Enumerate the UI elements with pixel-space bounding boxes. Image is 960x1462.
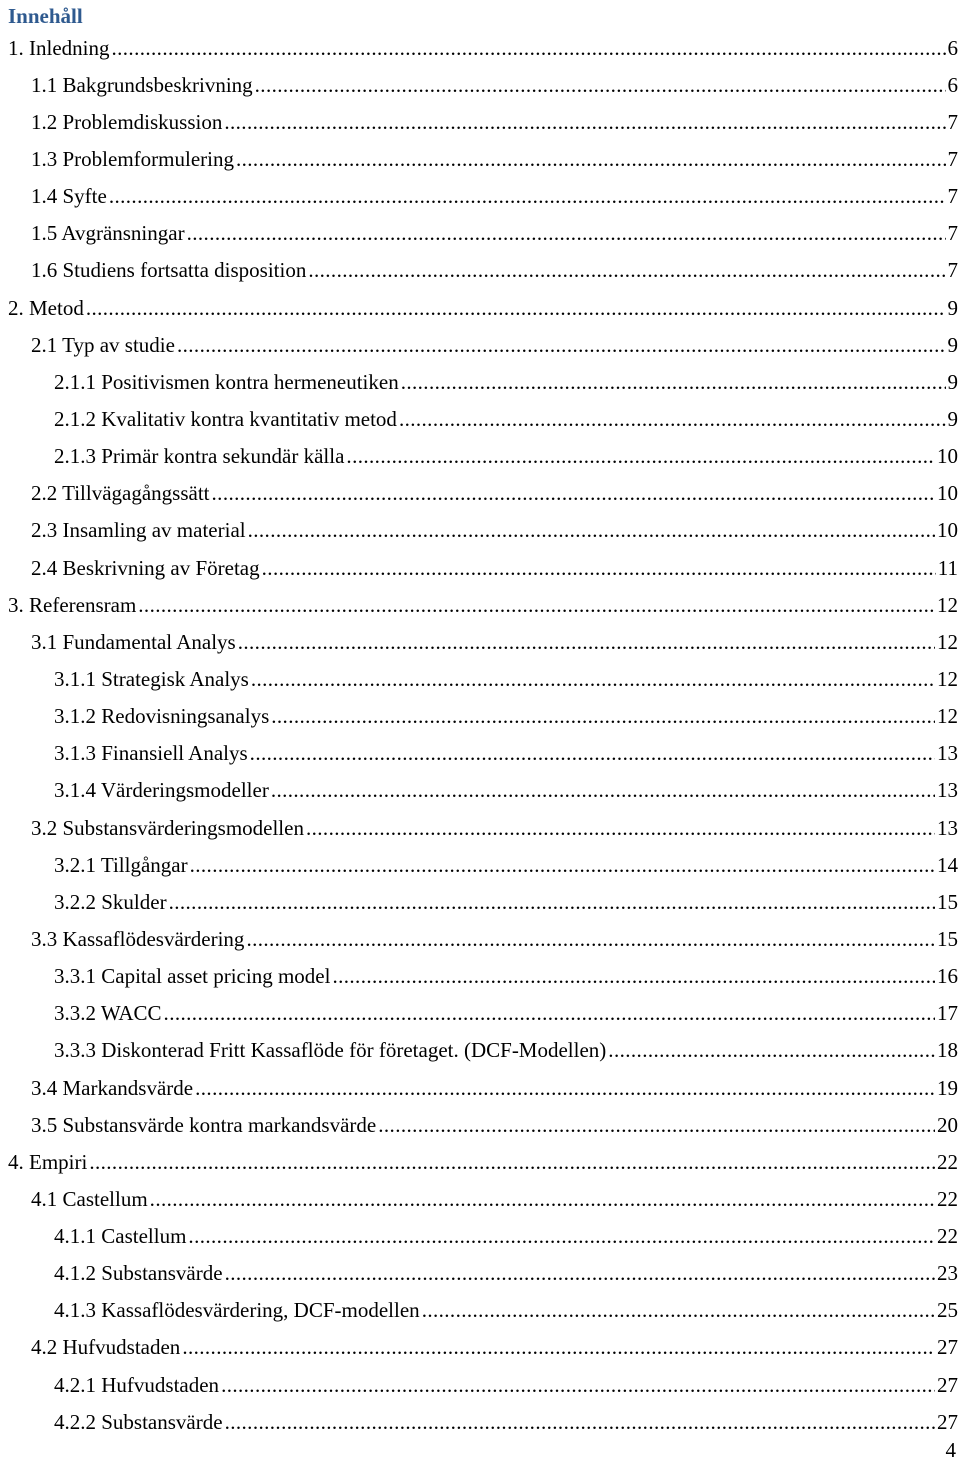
- toc-entry[interactable]: [0, 995, 958, 1032]
- dot-leader: [246, 926, 935, 952]
- toc-entry-title: 2.1.2 Kvalitativ kontra kvantitativ metod: [54, 406, 397, 431]
- toc-entry-title: 4.2.1 Hufvudstaden: [54, 1372, 220, 1397]
- toc-entry-title: 2.4 Beskrivning av Företag: [31, 555, 260, 580]
- dot-leader: [138, 592, 935, 618]
- toc-entry-page: 13: [937, 815, 958, 840]
- dot-leader: [248, 517, 935, 543]
- toc-entry[interactable]: [0, 1403, 958, 1440]
- toc-entry[interactable]: [0, 66, 958, 103]
- toc-entry-title: 1.5 Avgränsningar: [31, 221, 185, 246]
- toc-entry-page: 12: [937, 629, 958, 654]
- dot-leader: [190, 852, 935, 878]
- toc-entry-title: 4. Empiri: [8, 1149, 88, 1174]
- toc-entry[interactable]: [0, 549, 958, 586]
- toc-entry[interactable]: [0, 178, 958, 215]
- toc-entry-page: 13: [937, 741, 958, 766]
- toc-entry[interactable]: [0, 140, 958, 177]
- toc-entry-page: 25: [937, 1298, 958, 1323]
- dot-leader: [177, 332, 946, 358]
- toc-entry-page: 6: [947, 35, 958, 60]
- dot-leader: [169, 889, 935, 915]
- toc-entry-title: 3.3.1 Capital asset pricing model: [54, 964, 331, 989]
- dot-leader: [238, 629, 935, 655]
- toc-entry[interactable]: [0, 920, 958, 957]
- dot-leader: [109, 183, 946, 209]
- dot-leader: [308, 257, 945, 283]
- dot-leader: [608, 1037, 935, 1063]
- toc-entry[interactable]: [0, 660, 958, 697]
- toc-entry-page: 15: [937, 889, 958, 914]
- toc-entry-title: 4.2 Hufvudstaden: [31, 1335, 181, 1360]
- toc-entry-title: 4.1.2 Substansvärde: [54, 1261, 223, 1286]
- toc-entry[interactable]: [0, 958, 958, 995]
- toc-entry-title: 3.3.3 Diskonterad Fritt Kassaflöde för företaget. (DCF-Modellen): [54, 1038, 607, 1063]
- toc-entry[interactable]: [0, 846, 958, 883]
- toc-entry-page: 10: [937, 481, 958, 506]
- toc-entry-page: 9: [947, 295, 958, 320]
- toc-entry-title: 3.1.1 Strategisk Analys: [54, 666, 249, 691]
- toc-entry[interactable]: [0, 1292, 958, 1329]
- toc-entry[interactable]: [0, 1218, 958, 1255]
- toc-entry[interactable]: [0, 438, 958, 475]
- dot-leader: [306, 815, 935, 841]
- toc-entry-title: 1.2 Problemdiskussion: [31, 109, 223, 134]
- toc-entry-page: 7: [947, 184, 958, 209]
- toc-entry[interactable]: [0, 809, 958, 846]
- dot-leader: [164, 1000, 935, 1026]
- toc-entry-page: 22: [937, 1224, 958, 1249]
- dot-leader: [251, 666, 935, 692]
- toc-entry-title: 3.1.2 Redovisningsanalys: [54, 704, 270, 729]
- toc-entry-title: 4.1.1 Castellum: [54, 1224, 187, 1249]
- toc-entry-page: 13: [937, 778, 958, 803]
- toc-entry[interactable]: [0, 1180, 958, 1217]
- toc-entry[interactable]: [0, 883, 958, 920]
- toc-entry-page: 20: [937, 1112, 958, 1137]
- toc-entry[interactable]: [0, 29, 958, 66]
- dot-leader: [422, 1297, 935, 1323]
- dot-leader: [221, 1372, 935, 1398]
- toc-entry-page: 27: [937, 1372, 958, 1397]
- toc-entry[interactable]: [0, 215, 958, 252]
- toc-entry-page: 22: [937, 1149, 958, 1174]
- toc-entry-title: 4.1.3 Kassaflödesvärdering, DCF-modellen: [54, 1298, 420, 1323]
- toc-heading: Innehåll: [8, 4, 83, 28]
- toc-entry-page: 10: [937, 444, 958, 469]
- toc-entry-title: 4.1 Castellum: [31, 1186, 148, 1211]
- dot-leader: [187, 220, 946, 246]
- dot-leader: [212, 480, 935, 506]
- dot-leader: [262, 555, 936, 581]
- toc-entry-title: 1. Inledning: [8, 35, 110, 60]
- toc-entry[interactable]: [0, 1069, 958, 1106]
- toc-entry[interactable]: [0, 1143, 958, 1180]
- dot-leader: [188, 1223, 935, 1249]
- toc-entry-page: 9: [947, 406, 958, 431]
- toc-entry-title: 1.1 Bakgrundsbeskrivning: [31, 72, 253, 97]
- dot-leader: [255, 72, 946, 98]
- toc-entry-title: 4.2.2 Substansvärde: [54, 1409, 223, 1434]
- toc-entry-page: 19: [937, 1075, 958, 1100]
- toc-entry[interactable]: [0, 772, 958, 809]
- toc-entry-title: 1.6 Studiens fortsatta disposition: [31, 258, 307, 283]
- dot-leader: [89, 1149, 935, 1175]
- dot-leader: [225, 1260, 935, 1286]
- toc-entry[interactable]: [0, 623, 958, 660]
- toc-entry[interactable]: [0, 289, 958, 326]
- dot-leader: [378, 1112, 935, 1138]
- dot-leader: [224, 109, 945, 135]
- dot-leader: [271, 703, 935, 729]
- toc-entry-title: 3.4 Markandsvärde: [31, 1075, 194, 1100]
- dot-leader: [236, 146, 946, 172]
- toc-entry[interactable]: [0, 475, 958, 512]
- toc-entry-page: 12: [937, 666, 958, 691]
- toc-entry[interactable]: [0, 1329, 958, 1366]
- dot-leader: [250, 740, 935, 766]
- toc-entry-page: 11: [937, 555, 958, 580]
- toc-entry-title: 1.4 Syfte: [31, 184, 107, 209]
- toc-entry-page: 7: [947, 109, 958, 134]
- toc-entry-page: 22: [937, 1186, 958, 1211]
- toc-entry-page: 9: [947, 369, 958, 394]
- toc-entry-page: 9: [947, 332, 958, 357]
- toc-entry-page: 10: [937, 518, 958, 543]
- toc-entry-page: 7: [947, 258, 958, 283]
- dot-leader: [150, 1186, 935, 1212]
- toc-entry-page: 18: [937, 1038, 958, 1063]
- toc-entry-title: 1.3 Problemformulering: [31, 146, 234, 171]
- toc-entry-title: 2.1 Typ av studie: [31, 332, 175, 357]
- toc-entry-title: 3.2.1 Tillgångar: [54, 852, 188, 877]
- table-of-contents: [0, 29, 958, 1440]
- dot-leader: [399, 406, 946, 432]
- toc-entry-title: 3.2.2 Skulder: [54, 889, 167, 914]
- toc-entry-page: 27: [937, 1335, 958, 1360]
- toc-entry-title: 2.1.1 Positivismen kontra hermeneutiken: [54, 369, 399, 394]
- toc-entry-page: 7: [947, 221, 958, 246]
- toc-entry-title: 3.1 Fundamental Analys: [31, 629, 236, 654]
- page-number: 4: [945, 1438, 956, 1462]
- toc-entry-title: 3. Referensram: [8, 592, 137, 617]
- dot-leader: [86, 295, 946, 321]
- toc-entry-title: 3.1.3 Finansiell Analys: [54, 741, 248, 766]
- dot-leader: [225, 1409, 935, 1435]
- dot-leader: [111, 35, 945, 61]
- toc-entry-page: 16: [937, 964, 958, 989]
- dot-leader: [332, 963, 935, 989]
- dot-leader: [182, 1334, 935, 1360]
- toc-entry-title: 2. Metod: [8, 295, 84, 320]
- dot-leader: [346, 443, 935, 469]
- toc-entry-title: 2.1.3 Primär kontra sekundär källa: [54, 444, 345, 469]
- toc-entry-page: 15: [937, 926, 958, 951]
- toc-entry[interactable]: [0, 103, 958, 140]
- toc-entry-page: 12: [937, 704, 958, 729]
- toc-entry-page: 27: [937, 1409, 958, 1434]
- toc-entry-page: 7: [947, 146, 958, 171]
- toc-entry[interactable]: [0, 1032, 958, 1069]
- toc-entry[interactable]: [0, 400, 958, 437]
- toc-entry-title: 2.2 Tillvägagångssätt: [31, 481, 210, 506]
- toc-entry[interactable]: [0, 735, 958, 772]
- toc-entry-page: 6: [947, 72, 958, 97]
- toc-entry-title: 2.3 Insamling av material: [31, 518, 246, 543]
- dot-leader: [401, 369, 946, 395]
- toc-entry[interactable]: [0, 586, 958, 623]
- toc-entry-page: 17: [937, 1001, 958, 1026]
- toc-entry-page: 23: [937, 1261, 958, 1286]
- toc-entry-page: 12: [937, 592, 958, 617]
- toc-entry-title: 3.2 Substansvärderingsmodellen: [31, 815, 304, 840]
- dot-leader: [271, 777, 935, 803]
- toc-entry[interactable]: [0, 1366, 958, 1403]
- dot-leader: [195, 1075, 935, 1101]
- toc-entry[interactable]: [0, 252, 958, 289]
- toc-entry[interactable]: [0, 363, 958, 400]
- toc-entry[interactable]: [0, 326, 958, 363]
- toc-entry[interactable]: [0, 1106, 958, 1143]
- toc-entry-page: 14: [937, 852, 958, 877]
- toc-entry[interactable]: [0, 698, 958, 735]
- toc-entry-title: 3.3 Kassaflödesvärdering: [31, 926, 245, 951]
- toc-entry-title: 3.1.4 Värderingsmodeller: [54, 778, 269, 803]
- toc-entry[interactable]: [0, 1255, 958, 1292]
- toc-entry-title: 3.5 Substansvärde kontra markandsvärde: [31, 1112, 377, 1137]
- toc-entry[interactable]: [0, 512, 958, 549]
- toc-entry-title: 3.3.2 WACC: [54, 1001, 162, 1026]
